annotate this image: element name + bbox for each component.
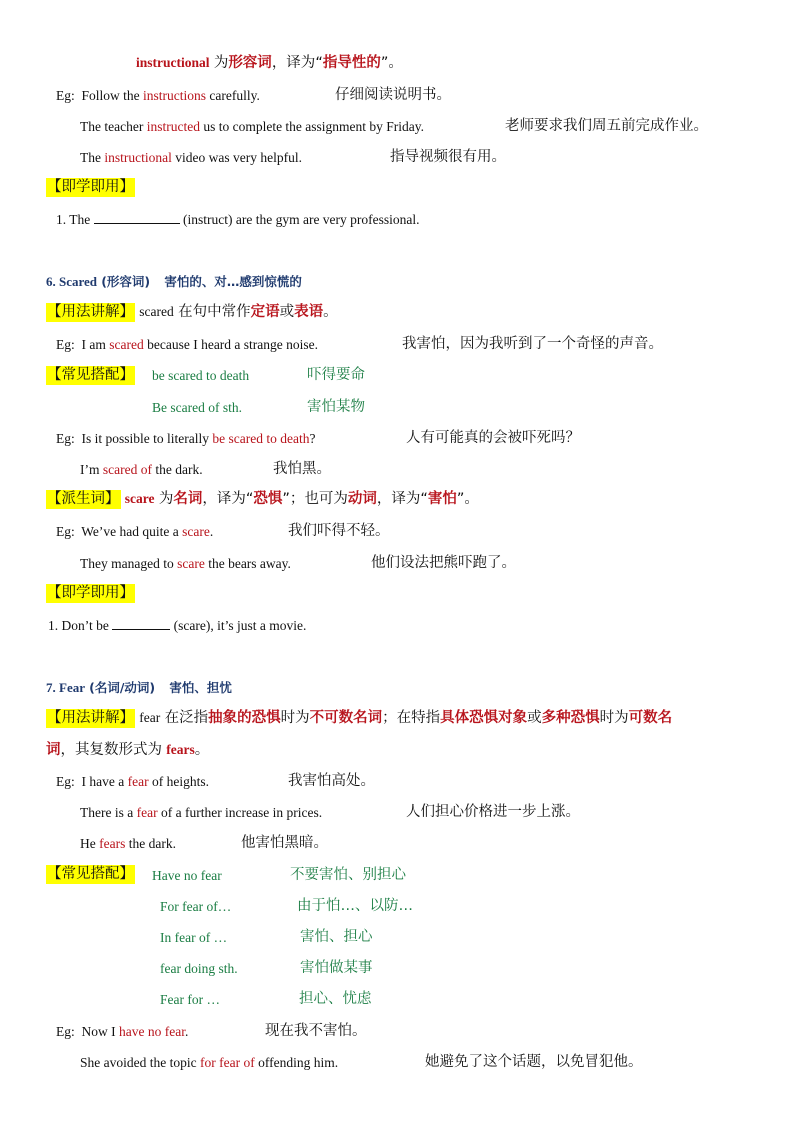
example-keyword: for fear of: [199, 1055, 255, 1070]
practice-tag: 【即学即用】: [47, 585, 134, 601]
example-text: of heights.: [148, 774, 209, 789]
deriv-meaning: 害怕: [427, 491, 457, 507]
s6-heading: [46, 273, 302, 292]
s7-example-2: [80, 804, 322, 822]
s5-practice-item: [56, 211, 420, 229]
section-pos: (形容词): [101, 274, 151, 289]
example-text: I’m: [80, 462, 103, 477]
usage-text: 。: [323, 304, 338, 320]
usage-tag: 【用法讲解】: [47, 710, 134, 726]
section-number: 6. Scared: [46, 274, 98, 289]
example-text: Is it possible to literally: [81, 431, 213, 446]
eg-label: Eg:: [56, 431, 75, 446]
section-pos: (名词/动词): [89, 680, 156, 695]
example-text: the bears away.: [204, 556, 291, 571]
s7-colloc-5-en: Fear for …: [160, 992, 220, 1007]
eg-label: Eg:: [56, 1024, 75, 1039]
usage-word: fear: [139, 710, 161, 725]
s7-colloc-4-en: fear doing sth.: [160, 961, 238, 976]
example-keyword: scared of: [102, 462, 152, 477]
example-keyword: fears: [99, 836, 126, 851]
s5-example-2: [80, 118, 424, 136]
section-meaning: 害怕、担忧: [169, 680, 232, 695]
s7-colloc-4-zh: 害怕做某事: [300, 960, 373, 976]
s7-example-5-translation: 她避免了这个话题，以免冒犯他。: [425, 1054, 643, 1070]
s7-colloc-5-zh: 担心、忧虑: [299, 991, 372, 1007]
s6-example-5: [80, 555, 291, 573]
example-text: us to complete the assignment by Friday.: [199, 119, 425, 134]
example-text: offending him.: [254, 1055, 339, 1070]
example-text: Follow the: [81, 88, 144, 103]
s5-deriv-pos: 形容词: [228, 55, 272, 71]
answer-blank[interactable]: [94, 211, 180, 224]
example-text: We’ve had quite a: [81, 524, 183, 539]
usage-text: 或: [527, 710, 542, 726]
deriv-text: ，译为: [376, 491, 421, 507]
usage-word: scared: [139, 304, 174, 319]
s6-example-3-translation: 我怕黑。: [273, 461, 331, 477]
example-text: carefully.: [206, 88, 260, 103]
eg-label: Eg:: [56, 524, 75, 539]
example-text: .: [184, 1024, 189, 1039]
s6-example-2-translation: 人有可能真的会被吓死吗？: [406, 430, 580, 446]
deriv-keyword: 动词: [347, 491, 377, 507]
s6-deriv-line: [46, 490, 479, 509]
s7-colloc-tag-line: [46, 865, 135, 884]
s5-deriv-sep: ，译为: [271, 55, 316, 71]
derivative-tag: 【派生词】: [47, 491, 120, 507]
example-text: The teacher: [80, 119, 147, 134]
usage-text: ，其复数形式为: [60, 742, 162, 758]
usage-text: 在句中常作: [178, 304, 251, 320]
example-text: of a further increase in prices.: [157, 805, 323, 820]
example-text: because I heard a strange noise.: [143, 337, 319, 352]
s5-example-2-translation: 老师要求我们周五前完成作业。: [505, 118, 708, 134]
s6-practice-item: [48, 617, 306, 635]
s7-example-4-translation: 现在我不害怕。: [265, 1023, 367, 1039]
deriv-quote: “: [420, 491, 428, 507]
usage-text: 时为: [280, 710, 310, 726]
s7-colloc-3-zh: 害怕、担心: [300, 929, 373, 945]
s5-deriv-word: instructional: [136, 55, 210, 70]
usage-keyword: 抽象的恐惧: [208, 710, 281, 726]
usage-text: ；在特指: [382, 710, 441, 726]
s5-practice-tag-line: [46, 178, 135, 197]
s5-deriv-mid: 为: [213, 55, 229, 71]
s5-example-3: [80, 149, 302, 167]
usage-text: 或: [279, 304, 295, 320]
example-text: They managed to: [80, 556, 178, 571]
practice-text: 1. Don’t be: [48, 618, 113, 633]
s7-example-5: [80, 1054, 338, 1072]
s7-colloc-2-en: For fear of…: [160, 899, 232, 914]
s5-example-3-translation: 指导视频很有用。: [390, 149, 506, 165]
s7-example-4: [56, 1023, 188, 1041]
s6-example-5-translation: 他们设法把熊吓跑了。: [371, 555, 516, 571]
s6-colloc-2-en: Be scared of sth.: [152, 400, 242, 415]
usage-keyword: 词: [46, 742, 61, 758]
collocation-tag: 【常见搭配】: [47, 367, 134, 383]
s6-colloc-2-zh: 害怕某物: [307, 399, 365, 415]
s5-example-1: [56, 87, 260, 105]
s7-usage-line-2: [46, 741, 209, 759]
s7-colloc-1-zh: 不要害怕、别担心: [290, 867, 406, 883]
example-text: I am: [81, 337, 110, 352]
s7-heading: [46, 679, 232, 698]
s7-example-3: [80, 835, 176, 853]
practice-text: 1. The: [56, 212, 94, 227]
s6-example-1: [56, 336, 318, 354]
example-text: the dark.: [151, 462, 203, 477]
example-keyword: instructions: [143, 88, 207, 103]
deriv-meaning: 恐惧: [253, 491, 283, 507]
example-text: video was very helpful.: [171, 150, 302, 165]
practice-tag: 【即学即用】: [47, 179, 134, 195]
usage-keyword: 具体恐惧对象: [440, 710, 528, 726]
example-text: I have a: [81, 774, 128, 789]
s5-deriv-q2: ”。: [380, 55, 403, 71]
s6-example-1-translation: 我害怕，因为我听到了一个奇怪的声音。: [402, 336, 663, 352]
example-keyword: fear: [127, 774, 149, 789]
deriv-text: ，译为: [202, 491, 246, 507]
collocation-tag: 【常见搭配】: [47, 866, 134, 882]
s7-example-1: [56, 773, 209, 791]
eg-label: Eg:: [56, 774, 75, 789]
s7-example-1-translation: 我害怕高处。: [288, 773, 375, 789]
example-keyword: instructed: [146, 119, 200, 134]
s6-example-2: [56, 430, 315, 448]
usage-text: 在泛指: [164, 710, 209, 726]
s6-example-4: [56, 523, 213, 541]
s5-example-1-translation: 仔细阅读说明书。: [335, 87, 451, 103]
s7-example-3-translation: 他害怕黑暗。: [241, 835, 328, 851]
s6-example-3: [80, 461, 203, 479]
usage-keyword: 可数名: [628, 710, 673, 726]
usage-keyword: 多种恐惧: [541, 710, 600, 726]
example-keyword: have no fear: [119, 1024, 185, 1039]
s5-deriv-meaning: 指导性的: [322, 55, 381, 71]
eg-label: Eg:: [56, 337, 75, 352]
s6-practice-tag-line: [46, 584, 135, 603]
example-text: There is a: [80, 805, 137, 820]
s7-example-2-translation: 人们担心价格进一步上涨。: [406, 804, 580, 820]
s6-usage-line: [46, 303, 338, 322]
example-text: .: [209, 524, 214, 539]
answer-blank[interactable]: [112, 617, 170, 630]
usage-keyword: 表语: [294, 304, 324, 320]
deriv-keyword: 名词: [173, 491, 203, 507]
deriv-word: scare: [124, 491, 155, 506]
example-keyword: scared: [109, 337, 144, 352]
example-text: ?: [309, 431, 316, 446]
example-text: He: [80, 836, 100, 851]
usage-keyword: 定语: [250, 304, 280, 320]
example-text: The: [80, 150, 105, 165]
practice-text: (instruct) are the gym are very professional.: [179, 212, 420, 227]
usage-text: 。: [194, 742, 210, 758]
s5-deriv-q1: “: [315, 55, 323, 71]
usage-keyword: fears: [166, 742, 195, 757]
example-text: Now I: [81, 1024, 119, 1039]
usage-tag: 【用法讲解】: [47, 304, 134, 320]
s6-colloc-1-en: be scared to death: [152, 368, 250, 383]
s6-example-4-translation: 我们吓得不轻。: [288, 523, 390, 539]
section-number: 7. Fear: [46, 680, 85, 695]
example-keyword: instructional: [104, 150, 172, 165]
s5-deriv-line: [136, 54, 403, 72]
example-keyword: be scared to death: [212, 431, 310, 446]
example-text: the dark.: [125, 836, 176, 851]
s7-colloc-1-en: Have no fear: [152, 868, 222, 883]
deriv-text: 为: [158, 491, 174, 507]
practice-text: (scare), it’s just a movie.: [170, 618, 307, 633]
example-keyword: scare: [177, 556, 205, 571]
eg-label: Eg:: [56, 88, 75, 103]
deriv-text: ”；也可为: [282, 491, 348, 507]
s6-colloc-line-1: [46, 366, 135, 385]
deriv-text: ”。: [456, 491, 479, 507]
usage-text: 时为: [599, 710, 629, 726]
s7-usage-line-1: [46, 709, 672, 728]
example-text: She avoided the topic: [80, 1055, 200, 1070]
deriv-quote: “: [245, 491, 254, 507]
example-keyword: scare: [182, 524, 210, 539]
s7-colloc-2-zh: 由于怕…、以防…: [297, 898, 413, 914]
example-keyword: fear: [136, 805, 158, 820]
usage-keyword: 不可数名词: [309, 710, 383, 726]
s6-colloc-1-zh: 吓得要命: [307, 367, 365, 383]
s7-colloc-3-en: In fear of …: [160, 930, 228, 945]
section-meaning: 害怕的、对…感到惊慌的: [164, 274, 302, 289]
